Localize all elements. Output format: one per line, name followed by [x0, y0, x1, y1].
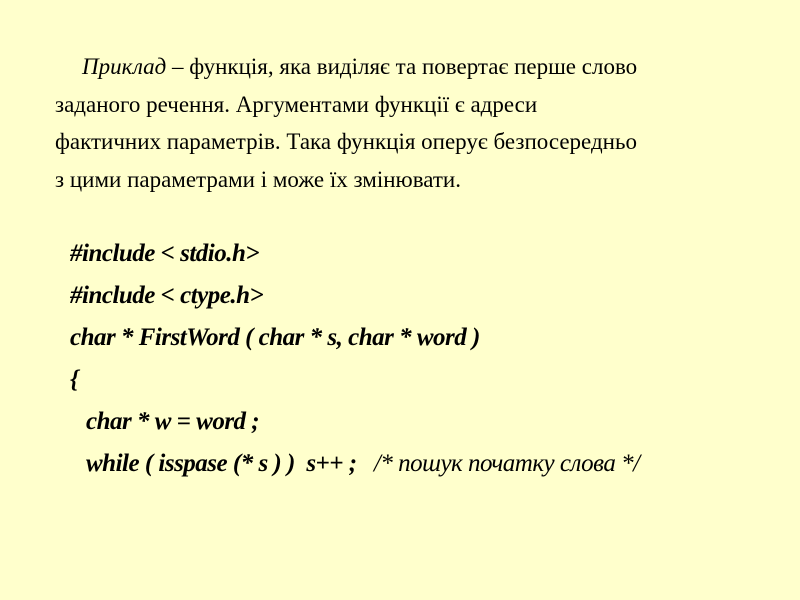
code-listing — [70, 233, 790, 485]
intro-line-4: з цими параметрами і може їх змінювати. — [55, 166, 461, 192]
code-open-brace: { — [70, 366, 79, 393]
intro-line-1-rest: – функція, яка виділяє та повертає перше слово — [166, 54, 638, 79]
code-include-ctype: #include < ctype.h> — [70, 282, 264, 309]
intro-line-3: фактичних параметрів. Така функція оперує безпосередньо — [55, 129, 637, 154]
code-declaration-w: char * w = word ; — [86, 408, 260, 435]
intro-line-2: заданого речення. Аргументами функції є адреси — [55, 91, 538, 117]
code-while-line — [70, 443, 790, 485]
intro-lead-word: Приклад — [82, 54, 167, 79]
code-while-statement: while ( isspase (* s ) ) s++ ; — [86, 450, 374, 477]
intro-paragraph — [55, 48, 767, 198]
code-function-signature: char * FirstWord ( char * s, char * word ) — [70, 324, 480, 351]
code-comment: /* пошук початку слова */ — [373, 450, 640, 477]
intro-line-1 — [55, 48, 767, 86]
code-include-stdio: #include < stdio.h> — [70, 240, 260, 267]
